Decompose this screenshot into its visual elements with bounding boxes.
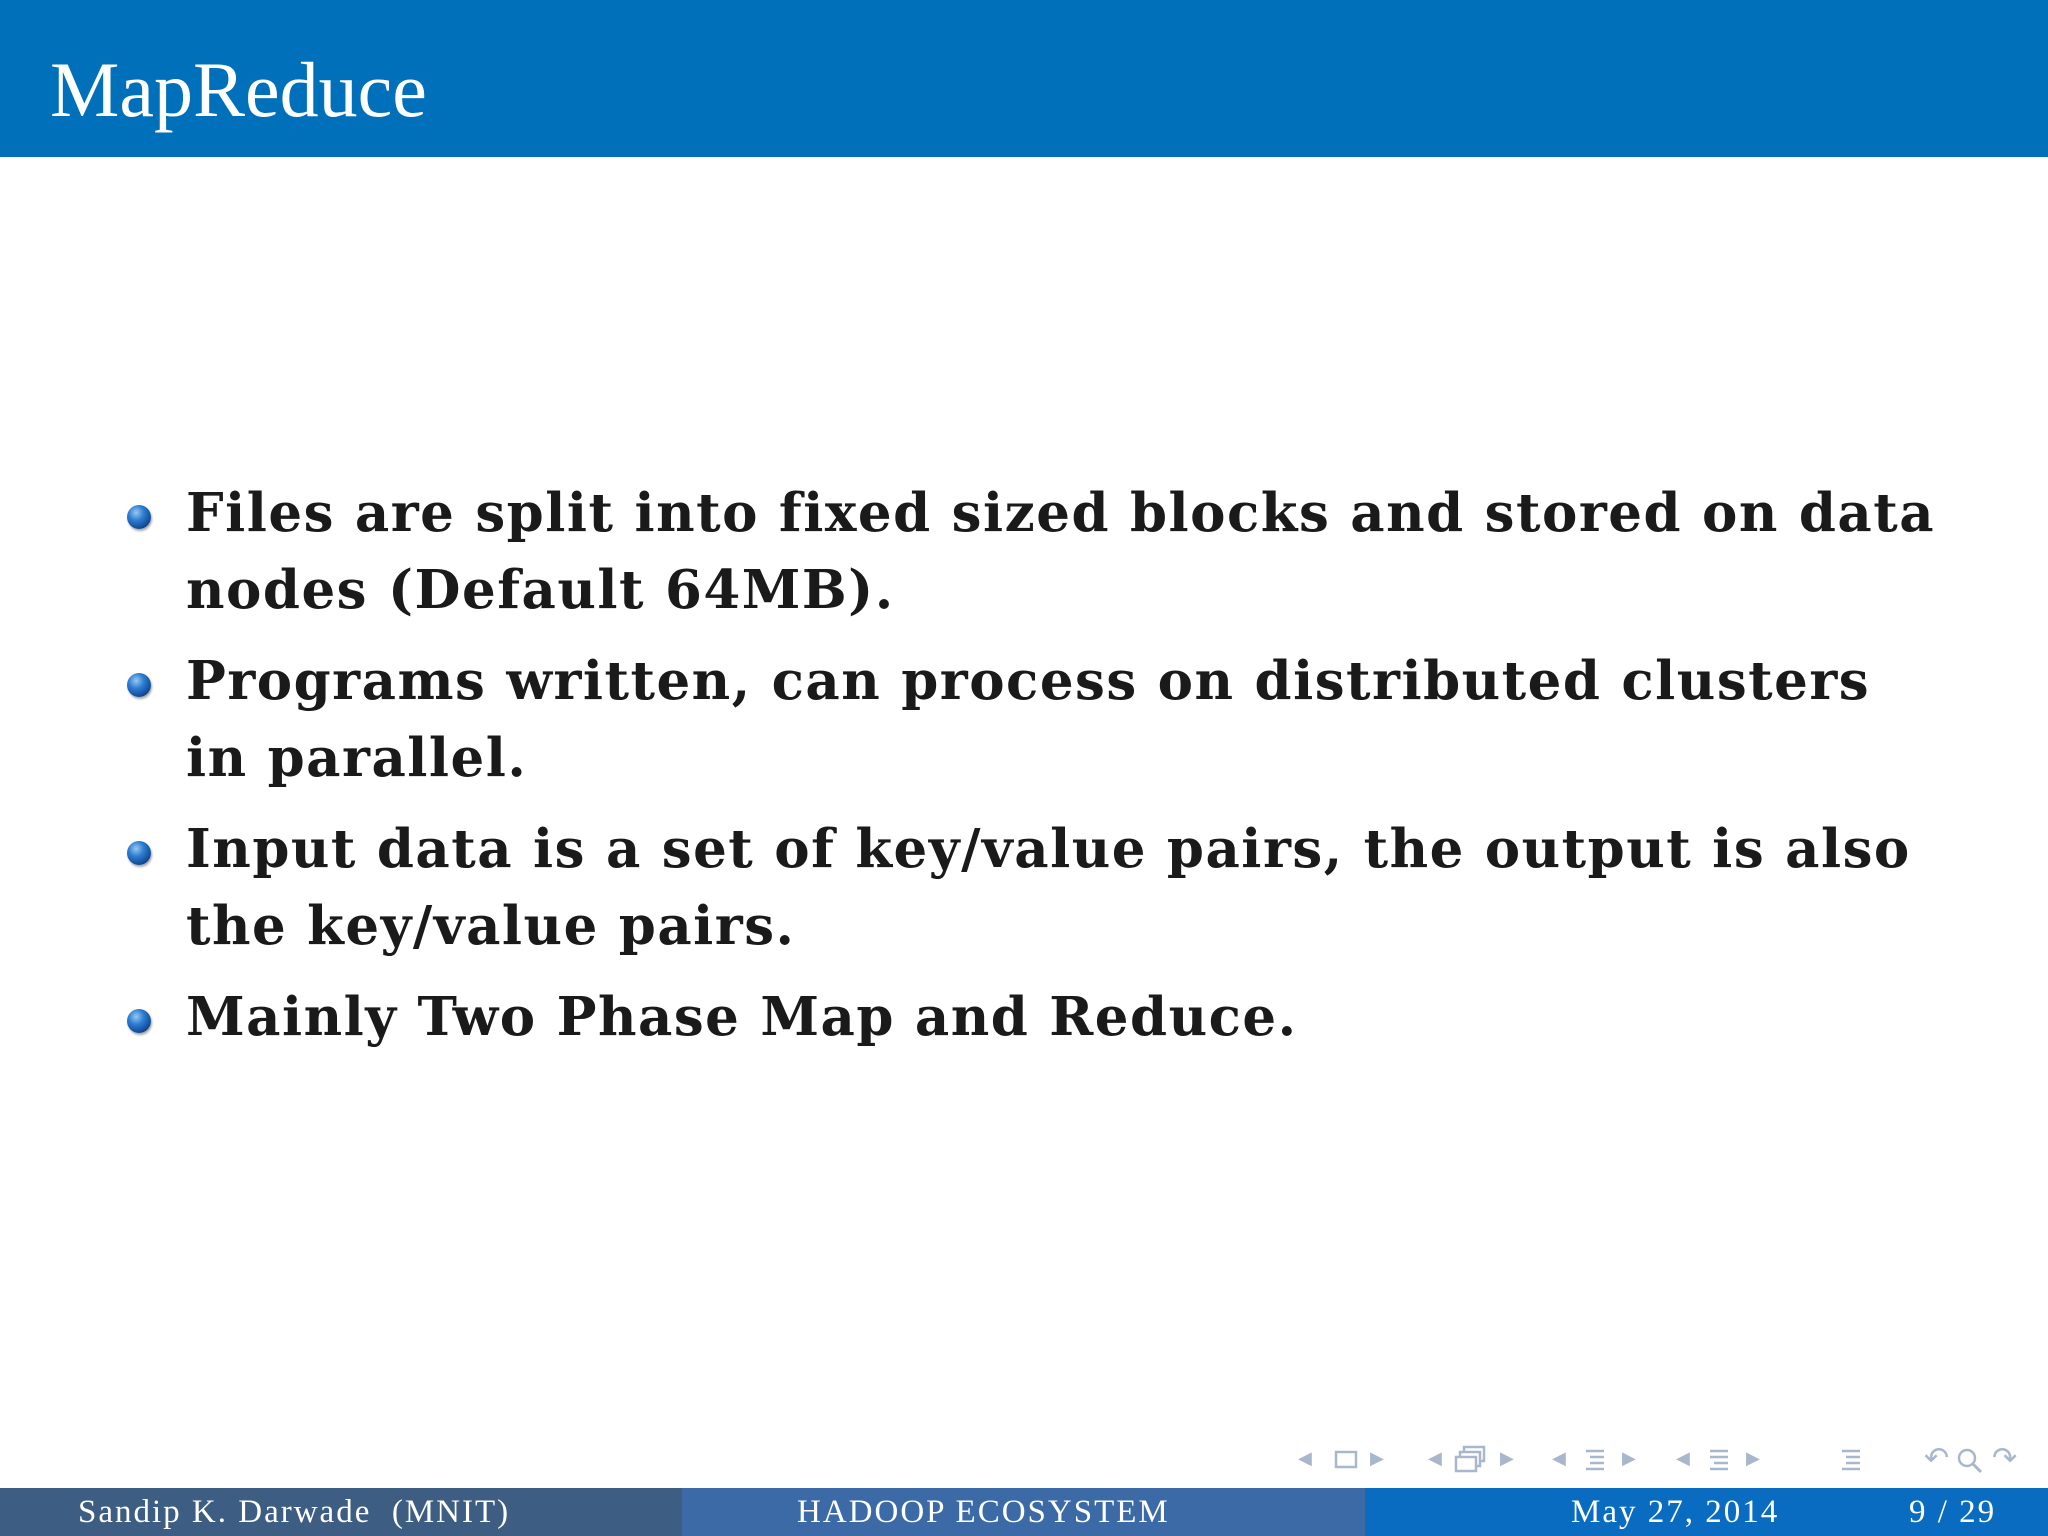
footer-author: Sandip K. Darwade (MNIT) xyxy=(78,1494,511,1530)
frame-icon[interactable] xyxy=(1454,1445,1488,1473)
bullet-text: Mainly Two Phase Map and Reduce. xyxy=(186,986,1298,1048)
subsection-icon[interactable] xyxy=(1582,1447,1608,1473)
footer-title-segment xyxy=(682,1488,1365,1536)
footer-presentation-title: HADOOP ECOSYSTEM xyxy=(797,1494,1170,1530)
nav-next-frame-icon[interactable]: ▶ xyxy=(1500,1448,1514,1469)
bullet-icon xyxy=(127,841,151,865)
nav-prev-frame-icon[interactable]: ◀ xyxy=(1428,1448,1442,1469)
nav-prev-subsection-icon[interactable]: ◀ xyxy=(1552,1448,1566,1469)
nav-next-slide-icon[interactable]: ▶ xyxy=(1370,1448,1384,1469)
footer-date: May 27, 2014 xyxy=(1571,1494,1780,1530)
bullet-text: Files are split into fixed sized blocks and stored on data nodes (Default 64MB). xyxy=(186,482,1936,621)
bullet-item xyxy=(124,979,1944,1056)
forward-icon[interactable]: ↷ xyxy=(1992,1441,2018,1476)
bullet-item xyxy=(124,643,1944,797)
bullet-text: Input data is a set of key/value pairs, the output is also the key/value pairs. xyxy=(186,818,1911,957)
slide-icon[interactable] xyxy=(1334,1450,1358,1470)
bullet-icon xyxy=(127,1009,151,1033)
toc-icon[interactable] xyxy=(1838,1447,1864,1473)
title-bar xyxy=(0,0,2048,157)
bullet-icon xyxy=(127,673,151,697)
footer xyxy=(0,1488,2048,1536)
bullet-item xyxy=(124,811,1944,965)
bullet-item xyxy=(124,475,1944,629)
section-icon[interactable] xyxy=(1706,1447,1732,1473)
beamer-navigation-bar xyxy=(1290,1441,2030,1477)
nav-prev-slide-icon[interactable]: ◀ xyxy=(1298,1448,1312,1469)
nav-next-section-icon[interactable]: ▶ xyxy=(1746,1448,1760,1469)
search-icon[interactable] xyxy=(1956,1447,1984,1475)
bullet-icon xyxy=(127,505,151,529)
footer-page-number: 9 / 29 xyxy=(1909,1494,1997,1530)
nav-prev-section-icon[interactable]: ◀ xyxy=(1676,1448,1690,1469)
bullet-text: Programs written, can process on distributed clusters in parallel. xyxy=(186,650,1871,789)
slide-title: MapReduce xyxy=(50,46,427,133)
slide-content xyxy=(124,475,1944,1070)
footer-date-segment xyxy=(1365,1488,2048,1536)
back-icon[interactable]: ↶ xyxy=(1924,1441,1950,1476)
footer-author-segment xyxy=(0,1488,682,1536)
nav-next-subsection-icon[interactable]: ▶ xyxy=(1622,1448,1636,1469)
